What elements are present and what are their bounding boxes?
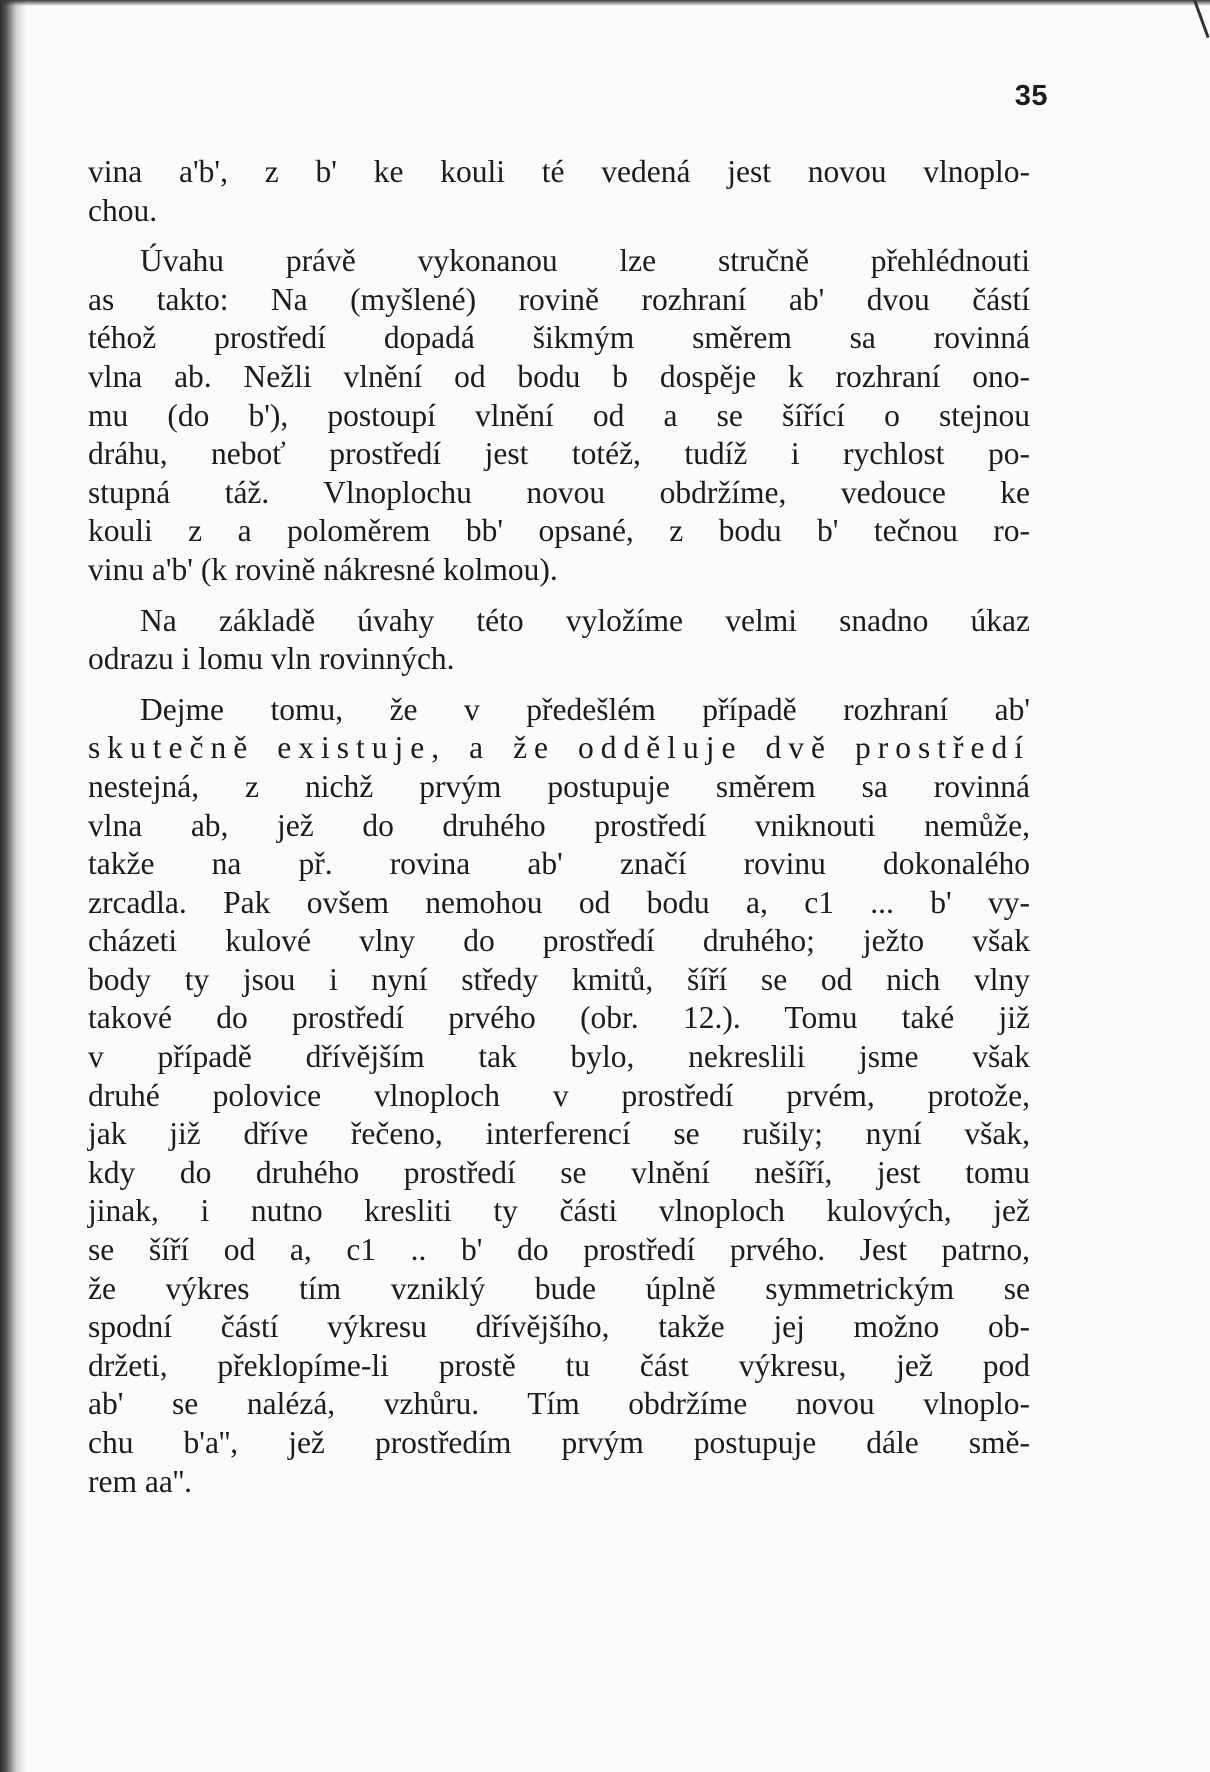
text-line: skutečně existuje, a že odděluje dvě prostředí — [88, 730, 1030, 766]
text-line: odrazu i lomu vln rovinných. — [88, 641, 455, 677]
text-line: as takto: Na (myšlené) rovině rozhraní ab' dvou částí — [88, 281, 1030, 317]
text-line: Na základě úvahy této vyložíme velmi snadno úkaz — [140, 602, 1030, 638]
paragraph-1 — [88, 153, 1030, 230]
text-line: spodní částí výkresu dřívějšího, takže jej možno ob- — [88, 1309, 1030, 1345]
text-line: vinu a'b' (k rovině nákresné kolmou). — [88, 551, 558, 587]
paragraph-2 — [88, 242, 1030, 589]
text-line: vina a'b', z b' ke kouli té vedená jest novou vlnoplo- — [88, 154, 1030, 189]
text-line: nestejná, z nichž prvým postupuje směrem sa rovinná — [88, 768, 1030, 804]
text-line: druhé polovice vlnoploch v prostředí prvém, protože, — [88, 1077, 1030, 1113]
text-line: chou. — [88, 192, 158, 228]
text-line: takové do prostředí prvého (obr. 12.). Tomu také již — [88, 1000, 1030, 1036]
text-line: jak již dříve řečeno, interferencí se rušily; nyní však, — [88, 1116, 1030, 1152]
paragraph-3 — [88, 602, 1030, 679]
text-line: jinak, i nutno kresliti ty části vlnoploch kulových, jež — [88, 1193, 1030, 1229]
scan-edge-top — [0, 0, 1210, 6]
text-line: kouli z a poloměrem bb' opsané, z bodu b' tečnou ro- — [88, 513, 1030, 549]
text-line: držeti, překlopíme-li prostě tu část výkresu, jež pod — [88, 1347, 1030, 1383]
text-line: že výkres tím vzniklý bude úplně symmetrickým se — [88, 1270, 1030, 1306]
text-line: ab' se nalézá, vzhůru. Tím obdržíme novou vlnoplo- — [88, 1386, 1030, 1422]
text-line: body ty jsou i nyní středy kmitů, šíří se od nich vlny — [88, 961, 1030, 997]
text-line: chu b'a'', jež prostředím prvým postupuje dále smě- — [88, 1425, 1030, 1460]
text-line: Úvahu právě vykonanou lze stručně přehlédnouti — [140, 243, 1030, 279]
text-line: Dejme tomu, že v předešlém případě rozhraní ab' — [140, 691, 1030, 727]
text-line: stupná táž. Vlnoplochu novou obdržíme, vedouce ke — [88, 474, 1030, 510]
body-text — [88, 153, 1030, 1513]
text-line: takže na př. rovina ab' značí rovinu dokonalého — [88, 846, 1030, 882]
text-line: cházeti kulové vlny do prostředí druhého; ježto však — [88, 923, 1030, 959]
text-line: se šíří od a, c1 .. b' do prostředí prvého. Jest patrno, — [88, 1232, 1030, 1268]
paragraph-4 — [88, 691, 1030, 1501]
text-line: dráhu, neboť prostředí jest totéž, tudíž i rychlost po- — [88, 436, 1030, 472]
text-line: zrcadla. Pak ovšem nemohou od bodu a, c1 ... b' vy- — [88, 884, 1030, 920]
page-number: 35 — [1014, 80, 1048, 112]
text-line: vlna ab. Nežli vlnění od bodu b dospěje k rozhraní ono- — [88, 358, 1030, 394]
scan-edge-left — [0, 0, 26, 1772]
text-line: kdy do druhého prostředí se vlnění nešíří, jest tomu — [88, 1154, 1030, 1190]
text-line: vlna ab, jež do druhého prostředí vniknouti nemůže, — [88, 807, 1030, 843]
text-line: téhož prostředí dopadá šikmým směrem sa rovinná — [88, 320, 1030, 356]
text-line: rem aa''. — [88, 1463, 193, 1499]
text-line: v případě dřívějším tak bylo, nekreslili jsme však — [88, 1039, 1030, 1075]
text-line: mu (do b'), postoupí vlnění od a se šířící o stejnou — [88, 397, 1030, 433]
